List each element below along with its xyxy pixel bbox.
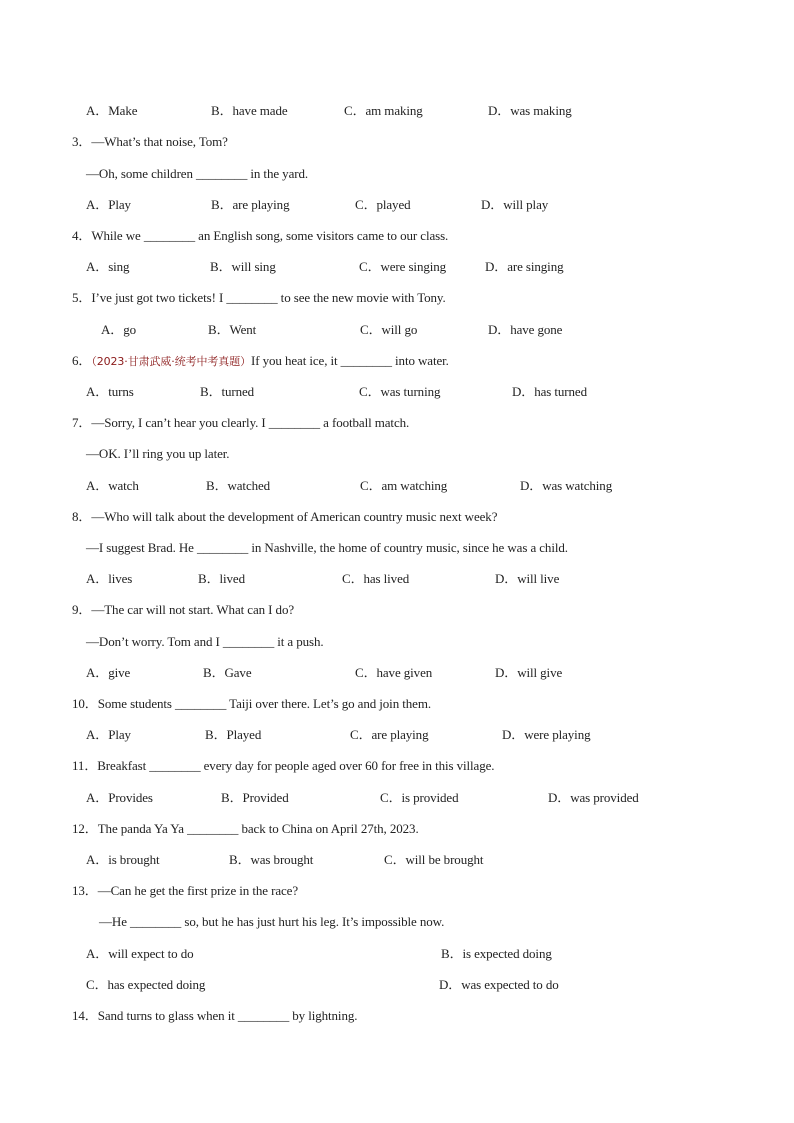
option-4d: D．are singing: [485, 259, 564, 274]
question-11: [72, 758, 494, 774]
option-9b: B．Gave: [203, 665, 252, 680]
option-5c: C．will go: [360, 322, 418, 337]
option-5d: D．have gone: [488, 322, 563, 337]
question-13: [72, 883, 298, 899]
option-12a: A．is brought: [86, 852, 160, 867]
option-12c: C．will be brought: [384, 852, 484, 867]
option-6b: B．turned: [200, 384, 255, 399]
question-stem: —Can he get the first prize in the race?: [97, 883, 299, 898]
option-8a: A．lives: [86, 571, 133, 586]
question-number: 9．: [72, 602, 92, 617]
question-stem: While we ________ an English song, some visitors came to our class.: [91, 228, 449, 243]
question-8-reply: —I suggest Brad. He ________ in Nashville, the home of country music, since he was a child.: [86, 540, 568, 555]
question-stem: The panda Ya Ya ________ back to China on April 27th, 2023.: [97, 821, 419, 836]
option-13b: B．is expected doing: [441, 946, 552, 961]
question-4: [72, 228, 448, 244]
question-stem: —What’s that noise, Tom?: [91, 134, 228, 149]
option-12b: B．was brought: [229, 852, 314, 867]
question-stem: —The car will not start. What can I do?: [91, 602, 295, 617]
option-2a: A．Make: [86, 103, 138, 118]
question-number: 3．: [72, 134, 92, 149]
option-5a: A．go: [101, 322, 136, 337]
option-11c: C．is provided: [380, 790, 459, 805]
question-stem: If you heat ice, it ________ into water.: [251, 353, 449, 368]
option-6c: C．was turning: [359, 384, 441, 399]
question-stem: Breakfast ________ every day for people aged over 60 for free in this village.: [97, 758, 495, 773]
question-stem: Some students ________ Taiji over there. Let’s go and join them.: [97, 696, 431, 711]
option-6a: A．turns: [86, 384, 134, 399]
question-7: [72, 415, 409, 431]
option-7d: D．was watching: [520, 478, 613, 493]
question-6: [72, 353, 449, 370]
question-number: 7．: [72, 415, 92, 430]
question-number: 8．: [72, 509, 92, 524]
option-10a: A．Play: [86, 727, 131, 742]
option-8b: B．lived: [198, 571, 245, 586]
option-7c: C．am watching: [360, 478, 448, 493]
option-6d: D．has turned: [512, 384, 587, 399]
question-9-reply: —Don’t worry. Tom and I ________ it a push.: [86, 634, 324, 649]
question-number: 14．: [72, 1008, 98, 1023]
question-stem: —Who will talk about the development of American country music next week?: [91, 509, 498, 524]
option-8c: C．has lived: [342, 571, 410, 586]
question-13-reply: —He ________ so, but he has just hurt his leg. It’s impossible now.: [99, 914, 445, 929]
question-14: [72, 1008, 357, 1024]
option-13d: D．was expected to do: [439, 977, 559, 992]
option-10c: C．are playing: [350, 727, 429, 742]
option-13c: C．has expected doing: [86, 977, 206, 992]
option-2c: C．am making: [344, 103, 423, 118]
question-number: 6．: [72, 353, 92, 368]
question-stem: —Sorry, I can’t hear you clearly. I ________ a football match.: [91, 415, 410, 430]
option-5b: B．Went: [208, 322, 257, 337]
source-tag: （2023·甘肃武威·统考中考真题）: [91, 355, 251, 368]
question-number: 5．: [72, 290, 92, 305]
option-11a: A．Provides: [86, 790, 153, 805]
question-number: 12．: [72, 821, 98, 836]
question-8: [72, 509, 497, 525]
option-2b: B．have made: [211, 103, 288, 118]
question-number: 4．: [72, 228, 92, 243]
option-9a: A．give: [86, 665, 131, 680]
question-number: 13．: [72, 883, 98, 898]
question-stem: Sand turns to glass when it ________ by lightning.: [97, 1008, 358, 1023]
question-number: 11．: [72, 758, 98, 773]
option-11d: D．was provided: [548, 790, 639, 805]
option-10b: B．Played: [205, 727, 262, 742]
option-3d: D．will play: [481, 197, 549, 212]
question-3: [72, 134, 228, 150]
question-3-reply: —Oh, some children ________ in the yard.: [86, 166, 309, 181]
question-12: [72, 821, 419, 837]
option-2d: D．was making: [488, 103, 572, 118]
option-3b: B．are playing: [211, 197, 290, 212]
option-4b: B．will sing: [210, 259, 276, 274]
question-stem: I’ve just got two tickets! I ________ to see the new movie with Tony.: [91, 290, 446, 305]
option-3c: C．played: [355, 197, 411, 212]
option-3a: A．Play: [86, 197, 131, 212]
question-10: [72, 696, 431, 712]
option-10d: D．were playing: [502, 727, 591, 742]
option-4c: C．were singing: [359, 259, 447, 274]
question-number: 10．: [72, 696, 98, 711]
question-5: [72, 290, 446, 306]
option-8d: D．will live: [495, 571, 560, 586]
question-7-reply: —OK. I’ll ring you up later.: [86, 446, 230, 461]
option-7b: B．watched: [206, 478, 271, 493]
option-4a: A．sing: [86, 259, 130, 274]
option-13a: A．will expect to do: [86, 946, 194, 961]
option-9c: C．have given: [355, 665, 433, 680]
option-9d: D．will give: [495, 665, 563, 680]
option-11b: B．Provided: [221, 790, 289, 805]
question-9: [72, 602, 294, 618]
option-7a: A．watch: [86, 478, 139, 493]
